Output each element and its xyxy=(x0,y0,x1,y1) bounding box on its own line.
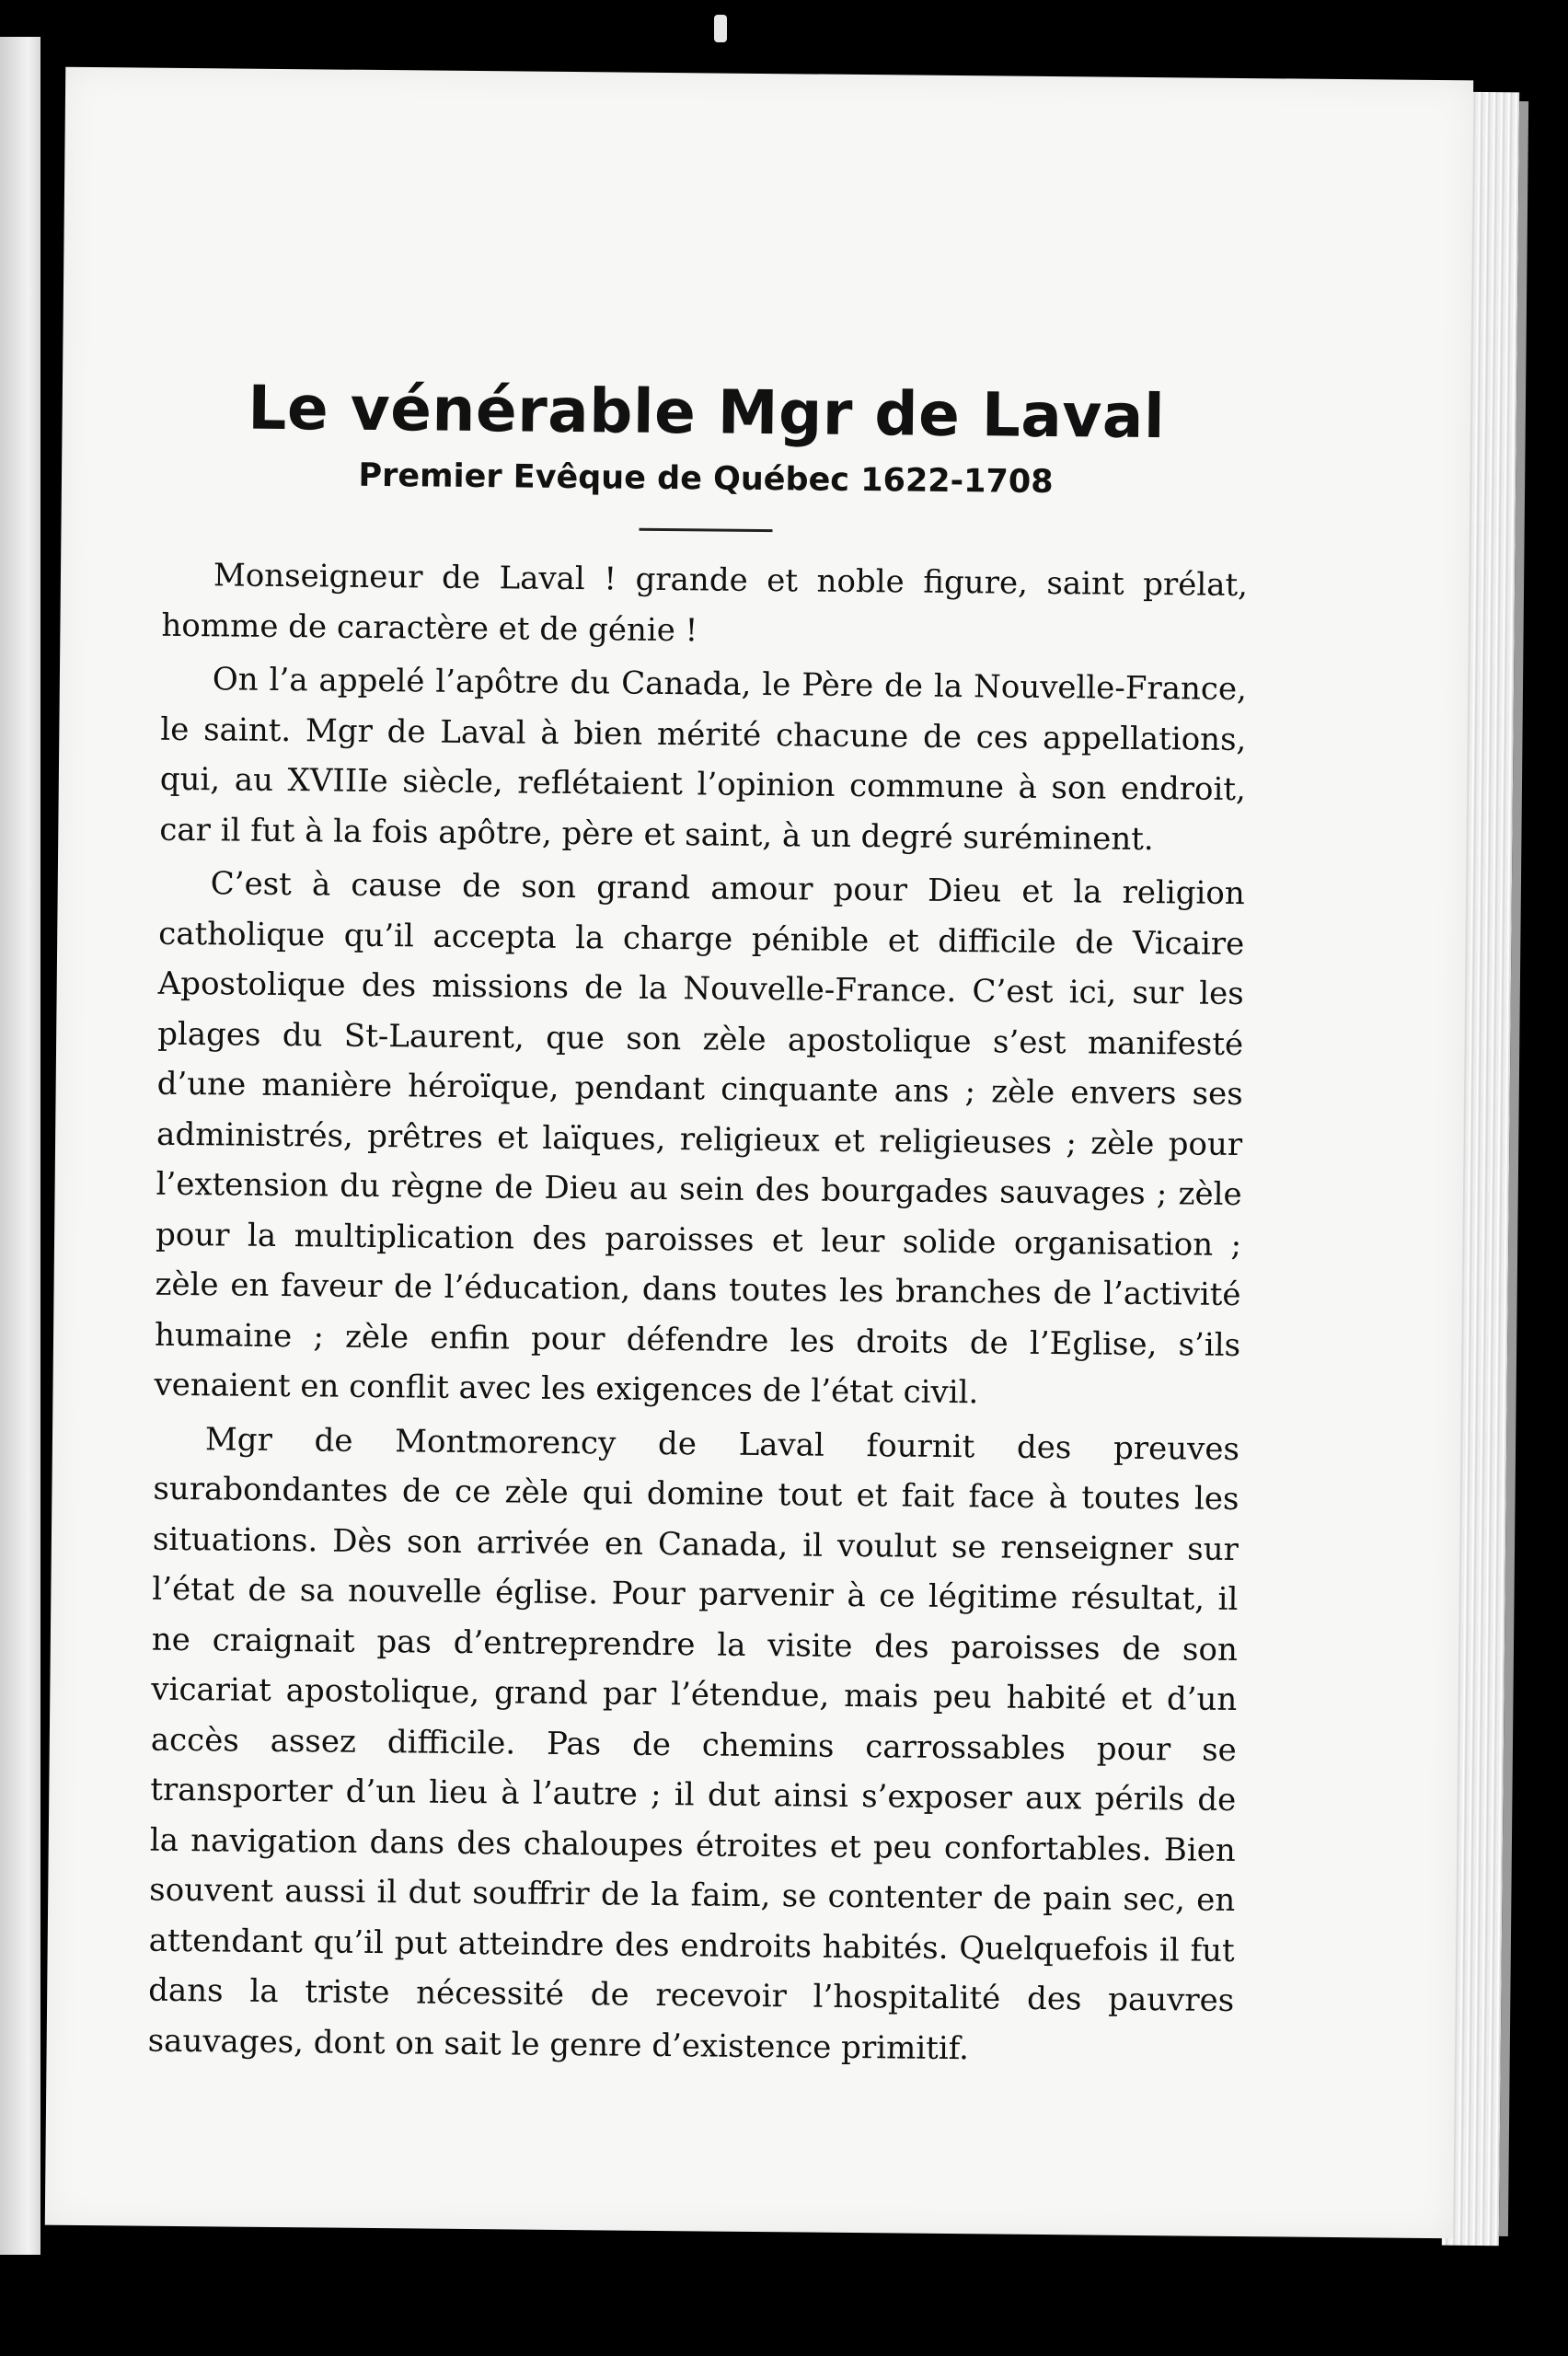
paragraph-4: Mgr de Montmorency de Laval fournit des preuves surabondantes de ce zèle qui domine tout et fait face à toutes les situations. Dès son arrivée en Canada, il voulut se renseigner sur l’état de sa nouvelle église. Pour parvenir à ce légitime résultat, il ne craignait pas d’entreprendre la visite des paroisses de son vicariat apostolique, grand par l’étendue, mais peu habité et d’un accès assez difficile. Pas de chemins carrossables pour se transporter d’un lieu à l’autre ; il dut ainsi s’exposer aux périls de la navigation dans des chaloupes étroites et peu confortables. Bien souvent aussi il dut souffrir de la faim, se contenter de pain sec, en attendant qu’il put atteindre des endroits habités. Quelquefois il fut dans la triste nécessité de recevoir l’hospitalité des pauvres sauvages, dont on sait le genre d’existence primitif. xyxy=(147,1420,1240,2067)
paragraph-2: On l’a appelé l’apôtre du Canada, le Père de la Nouvelle-France, le saint. Mgr de Laval à bien mérité chacune de ces appellations, qui, au XVIIIe siècle, reflétaient l’opinion commune à son endroit, car il fut à la fois apôtre, père et saint, à un degré suréminent. xyxy=(159,661,1248,858)
binding-mark xyxy=(714,15,727,42)
paragraph-1: Monseigneur de Laval ! grande et noble figure, saint prélat, homme de caractère et de génie ! xyxy=(161,557,1249,649)
article-subtitle: Premier Evêque de Québec 1622-1708 xyxy=(358,456,1054,502)
book-page xyxy=(45,67,1473,2239)
article-title: Le vénérable Mgr de Laval xyxy=(247,372,1166,453)
paragraph-3: C’est à cause de son grand amour pour Dieu et la religion catholique qu’il accepta la charge pénible et difficile de Vicaire Apostolique des missions de la Nouvelle-France. C’est ici, sur les plages du St-Laurent, que son zèle apostolique s’est manifesté d’une manière héroïque, pendant cinquante ans ; zèle envers ses administrés, prêtres et laïques, religieux et religieuses ; zèle pour l’extension du règne de Dieu au sein des bourgades sauvages ; zèle pour la multiplication des paroisses et leur solide organisation ; zèle en faveur de l’éducation, dans toutes les branches de l’activité humaine ; zèle enfin pour défendre les droits de l’Eglise, s’ils venaient en conflit avec les exigences de l’état civil. xyxy=(154,865,1245,1412)
title-divider xyxy=(639,528,772,532)
left-page-edge xyxy=(0,37,40,2255)
article xyxy=(147,372,1250,2080)
